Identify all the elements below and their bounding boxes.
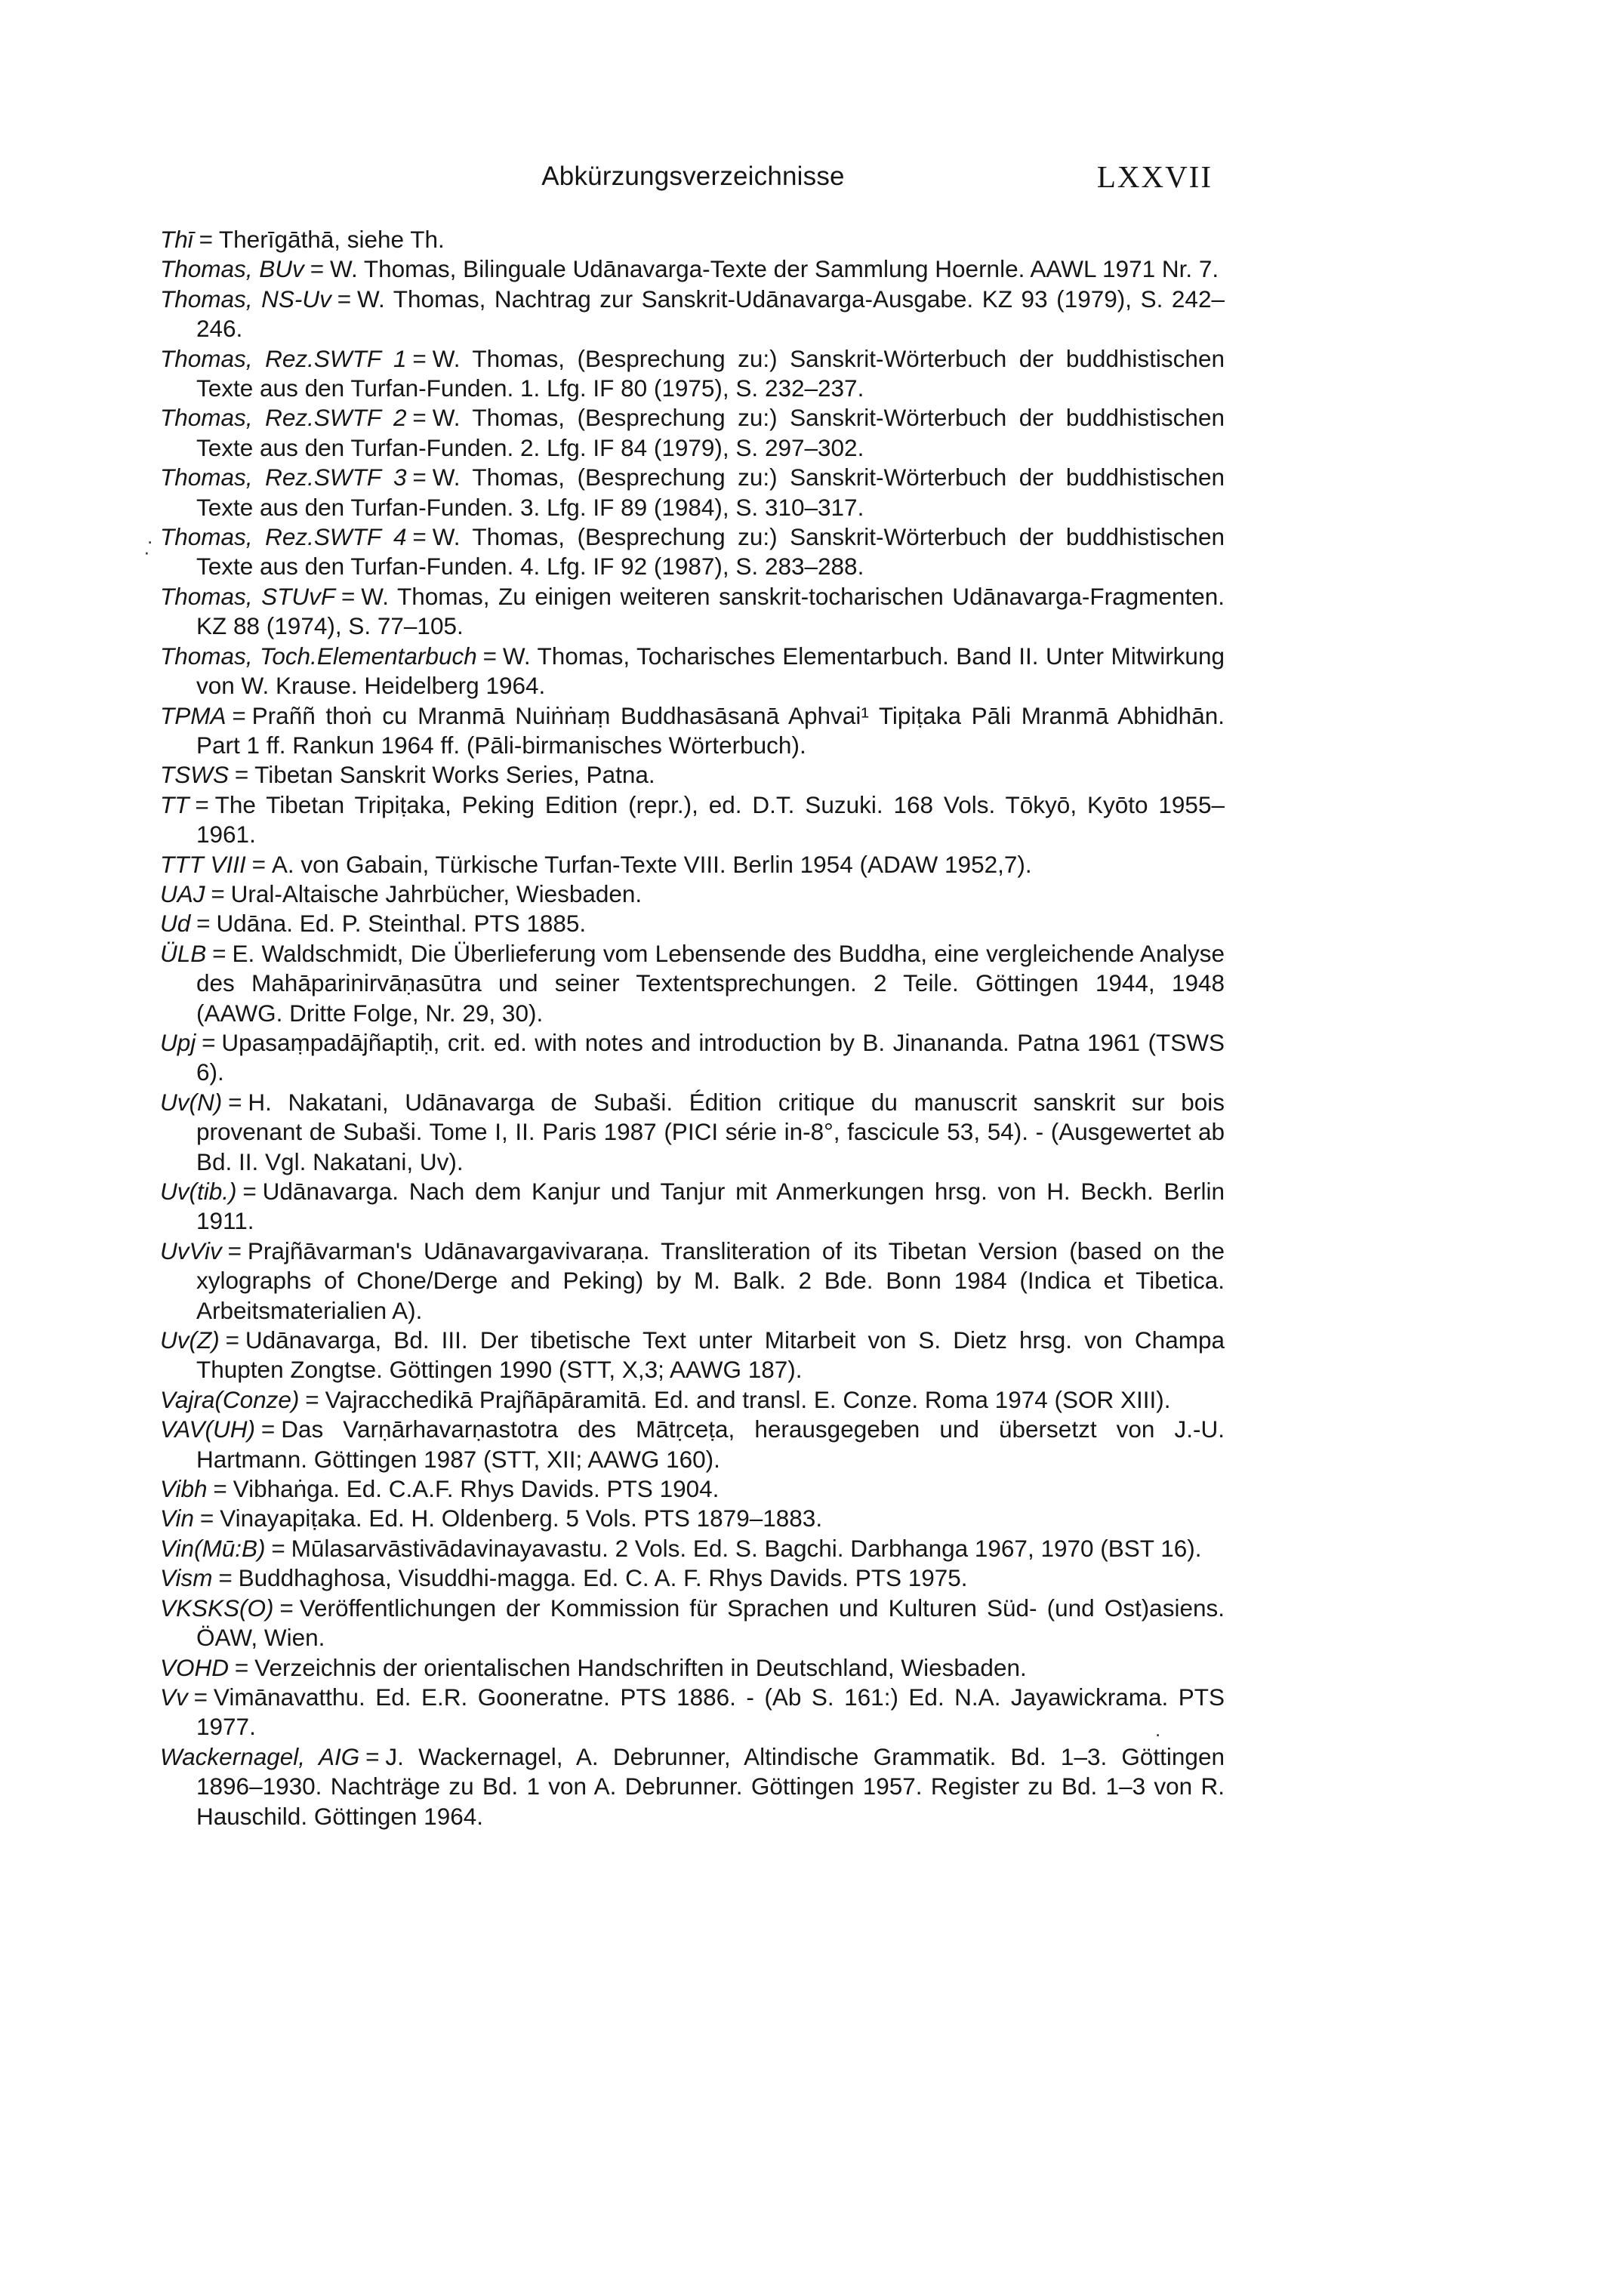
margin-mark: .: [147, 525, 153, 548]
list-item: Vv = Vimānavatthu. Ed. E.R. Gooneratne. PTS 1886. - (Ab S. 161:) Ed. N.A. Jayawickrama. PTS 1977.: [160, 1683, 1225, 1741]
list-item: Vin(Mū:B) = Mūlasarvāstivādavinayavastu. 2 Vols. Ed. S. Bagchi. Darbhanga 1967, 1970 (BST 16).: [160, 1534, 1202, 1562]
list-item: Vibh = Vibhaṅga. Ed. C.A.F. Rhys Davids. PTS 1904.: [160, 1475, 720, 1503]
entry-text: Das Varṇārhavarṇastotra des Mātṛceṭa, herausgegeben und übersetzt von J.-U. Hartmann. Göttingen 1987 (STT, XII; AAWG 160).: [196, 1415, 1225, 1473]
list-item: VAV(UH) = Das Varṇārhavarṇastotra des Mātṛceṭa, herausgegeben und übersetzt von J.-U. Hartmann. Göttingen 1987 (STT, XII; AAWG 160).: [160, 1415, 1225, 1473]
entry-text: Praññ thoṅ cu Mranmā Nuiṅṅaṃ Buddhasāsanā Aphvai¹ Tipiṭaka Pāli Mranmā Abhidhān. Part 1 ff. Rankun 1964 ff. (Pāli-birmanisches Wörterbuch).: [196, 701, 1225, 759]
list-item: Thomas, Rez.SWTF 1 = W. Thomas, (Besprechung zu:) Sanskrit-Wörterbuch der buddhistischen Texte aus den Turfan-Funden. 1. Lfg. IF 80 (1975), S. 232–237.: [160, 344, 1225, 402]
entry-abbreviation: Uv(Z): [160, 1326, 220, 1354]
entry-abbreviation: Thomas, Rez.SWTF 1: [160, 344, 407, 372]
entry-abbreviation: Thomas, NS-Uv: [160, 285, 331, 313]
entry-abbreviation: UAJ: [160, 879, 205, 907]
entry-abbreviation: Thomas, STUvF: [160, 582, 336, 610]
list-item: Thomas, STUvF = W. Thomas, Zu einigen weiteren sanskrit-tocharischen Udānavarga-Fragmenten. KZ 88 (1974), S. 77–105.: [160, 582, 1225, 640]
entry-text: Buddhaghosa, Visuddhi-magga. Ed. C. A. F. Rhys Davids. PTS 1975.: [238, 1564, 968, 1592]
entry-text: W. Thomas, Bilinguale Udānavarga-Texte der Sammlung Hoernle. AAWL 1971 Nr. 7.: [329, 255, 1219, 283]
entry-abbreviation: Wackernagel, AIG: [160, 1742, 360, 1770]
entry-text: Vinayapiṭaka. Ed. H. Oldenberg. 5 Vols. PTS 1879–1883.: [220, 1505, 823, 1532]
list-item: Wackernagel, AIG = J. Wackernagel, A. Debrunner, Altindische Grammatik. Bd. 1–3. Göttingen 1896–1930. Nachträge zu Bd. 1 von A. Debrunner. Göttingen 1957. Register zu Bd. 1–3 von R. Hauschild. Göttingen 1964.: [160, 1742, 1225, 1830]
entry-abbreviation: Thī: [160, 226, 193, 253]
entry-abbreviation: Vibh: [160, 1475, 208, 1503]
entry-text: Upasaṃpadājñaptiḥ, crit. ed. with notes and introduction by B. Jinananda. Patna 1961 (TSWS 6).: [196, 1028, 1225, 1086]
entry-abbreviation: TSWS: [160, 761, 229, 789]
entry-abbreviation: TPMA: [160, 701, 226, 729]
entry-abbreviation: Thomas, BUv: [160, 255, 304, 283]
entry-abbreviation: Uv(tib.): [160, 1178, 237, 1205]
entry-text: W. Thomas, Tocharisches Elementarbuch. Band II. Unter Mitwirkung von W. Krause. Heidelberg 1964.: [196, 642, 1225, 700]
running-title: Abkürzungsverzeichnisse: [541, 162, 845, 191]
entry-abbreviation: Uv(N): [160, 1088, 223, 1116]
entry-abbreviation: Thomas, Toch.Elementarbuch: [160, 642, 477, 670]
entry-text: Ural-Altaische Jahrbücher, Wiesbaden.: [230, 879, 643, 907]
entry-abbreviation: Vin: [160, 1505, 194, 1532]
list-item: TT = The Tibetan Tripiṭaka, Peking Edition (repr.), ed. D.T. Suzuki. 168 Vols. Tōkyō, Kyōto 1955–1961.: [160, 790, 1225, 849]
entry-abbreviation: TT: [160, 790, 190, 818]
entry-abbreviation: Vin(Mū:B): [160, 1534, 266, 1562]
entry-text: A. von Gabain, Türkische Turfan-Texte VIII. Berlin 1954 (ADAW 1952,7).: [271, 850, 1032, 878]
margin-mark: .: [1155, 1718, 1161, 1741]
entry-text: Tibetan Sanskrit Works Series, Patna.: [254, 761, 655, 789]
entry-text: J. Wackernagel, A. Debrunner, Altindische Grammatik. Bd. 1–3. Göttingen 1896–1930. Nachträge zu Bd. 1 von A. Debrunner. Göttingen 1957. Register zu Bd. 1–3 von R. Hauschild. Göttingen 1964.: [196, 1742, 1225, 1830]
list-item: VKSKS(O) = Veröffentlichungen der Kommission für Sprachen und Kulturen Süd- (und Ost)asiens. ÖAW, Wien.: [160, 1594, 1225, 1652]
entry-text: W. Thomas, (Besprechung zu:) Sanskrit-Wörterbuch der buddhistischen Texte aus den Turfan-Funden. 2. Lfg. IF 84 (1979), S. 297–302.: [196, 404, 1225, 461]
list-item: Upj = Upasaṃpadājñaptiḥ, crit. ed. with notes and introduction by B. Jinananda. Patna 1961 (TSWS 6).: [160, 1028, 1225, 1086]
list-item: Uv(tib.) = Udānavarga. Nach dem Kanjur und Tanjur mit Anmerkungen hrsg. von H. Beckh. Berlin 1911.: [160, 1178, 1225, 1235]
entry-text: W. Thomas, Zu einigen weiteren sanskrit-tocharischen Udānavarga-Fragmenten. KZ 88 (1974), S. 77–105.: [196, 582, 1225, 640]
entry-abbreviation: Vism: [160, 1564, 213, 1592]
margin-mark: ·: [143, 541, 150, 563]
list-item: Thomas, Rez.SWTF 3 = W. Thomas, (Besprechung zu:) Sanskrit-Wörterbuch der buddhistischen Texte aus den Turfan-Funden. 3. Lfg. IF 89 (1984), S. 310–317.: [160, 464, 1225, 521]
entry-abbreviation: Thomas, Rez.SWTF 4: [160, 523, 407, 551]
list-item: Uv(N) = H. Nakatani, Udānavarga de Subaši. Édition critique du manuscrit sanskrit sur bois provenant de Subaši. Tome I, II. Paris 1987 (PICI série in-8°, fascicule 53, 54). - (Ausgewertet ab Bd. II. Vgl. Nakatani, Uv).: [160, 1088, 1225, 1175]
abbreviation-list: [160, 225, 1225, 1831]
entry-text: H. Nakatani, Udānavarga de Subaši. Édition critique du manuscrit sanskrit sur bois provenant de Subaši. Tome I, II. Paris 1987 (PICI série in-8°, fascicule 53, 54). - (Ausgewertet ab Bd. II. Vgl. Nakatani, Uv).: [196, 1088, 1225, 1175]
list-item: TTT VIII = A. von Gabain, Türkische Turfan-Texte VIII. Berlin 1954 (ADAW 1952,7).: [160, 850, 1032, 878]
list-item: Thomas, Toch.Elementarbuch = W. Thomas, Tocharisches Elementarbuch. Band II. Unter Mitwirkung von W. Krause. Heidelberg 1964.: [160, 642, 1225, 700]
entry-text: W. Thomas, (Besprechung zu:) Sanskrit-Wörterbuch der buddhistischen Texte aus den Turfan-Funden. 4. Lfg. IF 92 (1987), S. 283–288.: [196, 523, 1225, 581]
entry-abbreviation: Thomas, Rez.SWTF 3: [160, 464, 407, 491]
list-item: ÜLB = E. Waldschmidt, Die Überlieferung vom Lebensende des Buddha, eine vergleichende Analyse des Mahāparinirvāṇasūtra und seiner Textentsprechungen. 2 Teile. Göttingen 1944, 1948 (AAWG. Dritte Folge, Nr. 29, 30).: [160, 939, 1225, 1027]
list-item: Vin = Vinayapiṭaka. Ed. H. Oldenberg. 5 Vols. PTS 1879–1883.: [160, 1505, 823, 1532]
entry-text: Vibhaṅga. Ed. C.A.F. Rhys Davids. PTS 1904.: [233, 1475, 720, 1503]
entry-abbreviation: Vajra(Conze): [160, 1385, 300, 1413]
entry-text: Mūlasarvāstivādavinayavastu. 2 Vols. Ed. S. Bagchi. Darbhanga 1967, 1970 (BST 16).: [291, 1534, 1202, 1562]
list-item: Uv(Z) = Udānavarga, Bd. III. Der tibetische Text unter Mitarbeit von S. Dietz hrsg. von Champa Thupten Zongtse. Göttingen 1990 (STT, X,3; AAWG 187).: [160, 1326, 1225, 1384]
list-item: VOHD = Verzeichnis der orientalischen Handschriften in Deutschland, Wiesbaden.: [160, 1653, 1027, 1681]
list-item: UvViv = Prajñāvarman's Udānavargavivaraṇa. Transliteration of its Tibetan Version (based on the xylographs of Chone/Derge and Peking) by M. Balk. 2 Bde. Bonn 1984 (Indica et Tibetica. Arbeitsmaterialien A).: [160, 1237, 1225, 1324]
entry-abbreviation: VOHD: [160, 1653, 230, 1681]
list-item: Vism = Buddhaghosa, Visuddhi-magga. Ed. C. A. F. Rhys Davids. PTS 1975.: [160, 1564, 968, 1592]
entry-abbreviation: Upj: [160, 1028, 196, 1056]
entry-text: W. Thomas, (Besprechung zu:) Sanskrit-Wörterbuch der buddhistischen Texte aus den Turfan-Funden. 3. Lfg. IF 89 (1984), S. 310–317.: [196, 464, 1225, 521]
list-item: Thomas, BUv = W. Thomas, Bilinguale Udānavarga-Texte der Sammlung Hoernle. AAWL 1971 Nr. 7.: [160, 255, 1219, 283]
page-number: LXXVII: [1096, 159, 1213, 194]
entry-text: Prajñāvarman's Udānavargavivaraṇa. Transliteration of its Tibetan Version (based on the xylographs of Chone/Derge and Peking) by M. Balk. 2 Bde. Bonn 1984 (Indica et Tibetica. Arbeitsmaterialien A).: [196, 1237, 1225, 1324]
entry-abbreviation: Ud: [160, 910, 191, 938]
list-item: Vajra(Conze) = Vajracchedikā Prajñāpāramitā. Ed. and transl. E. Conze. Roma 1974 (SOR XIII).: [160, 1385, 1171, 1413]
entry-abbreviation: TTT VIII: [160, 850, 246, 878]
list-item: Thī = Therīgāthā, siehe Th.: [160, 226, 445, 253]
entry-text: E. Waldschmidt, Die Überlieferung vom Lebensende des Buddha, eine vergleichende Analyse des Mahāparinirvāṇasūtra und seiner Textentsprechungen. 2 Teile. Göttingen 1944, 1948 (AAWG. Dritte Folge, Nr. 29, 30).: [196, 939, 1225, 1027]
list-item: UAJ = Ural-Altaische Jahrbücher, Wiesbaden.: [160, 879, 643, 907]
entry-text: Vajracchedikā Prajñāpāramitā. Ed. and transl. E. Conze. Roma 1974 (SOR XIII).: [325, 1385, 1171, 1413]
entry-abbreviation: VKSKS(O): [160, 1594, 274, 1622]
entry-abbreviation: UvViv: [160, 1237, 222, 1264]
list-item: Thomas, Rez.SWTF 2 = W. Thomas, (Besprechung zu:) Sanskrit-Wörterbuch der buddhistischen Texte aus den Turfan-Funden. 2. Lfg. IF 84 (1979), S. 297–302.: [160, 404, 1225, 461]
entry-text: Vimānavatthu. Ed. E.R. Gooneratne. PTS 1886. - (Ab S. 161:) Ed. N.A. Jayawickrama. PTS 1977.: [196, 1683, 1225, 1741]
list-item: Ud = Udāna. Ed. P. Steinthal. PTS 1885.: [160, 910, 587, 938]
entry-abbreviation: VAV(UH): [160, 1415, 256, 1443]
entry-abbreviation: ÜLB: [160, 939, 207, 967]
entry-text: Verzeichnis der orientalischen Handschriften in Deutschland, Wiesbaden.: [254, 1653, 1027, 1681]
running-header: [174, 159, 1213, 207]
entry-text: Udāna. Ed. P. Steinthal. PTS 1885.: [216, 910, 587, 938]
entry-text: Udānavarga, Bd. III. Der tibetische Text unter Mitarbeit von S. Dietz hrsg. von Champa Thupten Zongtse. Göttingen 1990 (STT, X,3; AAWG 187).: [196, 1326, 1225, 1384]
entry-text: Udānavarga. Nach dem Kanjur und Tanjur mit Anmerkungen hrsg. von H. Beckh. Berlin 1911.: [196, 1178, 1225, 1235]
entry-abbreviation: Vv: [160, 1683, 188, 1711]
list-item: Thomas, NS-Uv = W. Thomas, Nachtrag zur Sanskrit-Udānavarga-Ausgabe. KZ 93 (1979), S. 242–246.: [160, 285, 1225, 343]
entry-text: The Tibetan Tripiṭaka, Peking Edition (repr.), ed. D.T. Suzuki. 168 Vols. Tōkyō, Kyōto 1955–1961.: [196, 790, 1225, 849]
entry-text: W. Thomas, (Besprechung zu:) Sanskrit-Wörterbuch der buddhistischen Texte aus den Turfan-Funden. 1. Lfg. IF 80 (1975), S. 232–237.: [196, 344, 1225, 402]
list-item: TPMA = Praññ thoṅ cu Mranmā Nuiṅṅaṃ Buddhasāsanā Aphvai¹ Tipiṭaka Pāli Mranmā Abhidhān. Part 1 ff. Rankun 1964 ff. (Pāli-birmanisches Wörterbuch).: [160, 701, 1225, 759]
entry-text: Veröffentlichungen der Kommission für Sprachen und Kulturen Süd- (und Ost)asiens. ÖAW, Wien.: [196, 1594, 1225, 1652]
list-item: Thomas, Rez.SWTF 4 = W. Thomas, (Besprechung zu:) Sanskrit-Wörterbuch der buddhistischen Texte aus den Turfan-Funden. 4. Lfg. IF 92 (1987), S. 283–288.: [160, 523, 1225, 581]
entry-text: W. Thomas, Nachtrag zur Sanskrit-Udānavarga-Ausgabe. KZ 93 (1979), S. 242–246.: [196, 285, 1225, 343]
list-item: TSWS = Tibetan Sanskrit Works Series, Patna.: [160, 761, 655, 789]
entry-abbreviation: Thomas, Rez.SWTF 2: [160, 404, 407, 432]
entry-text: Therīgāthā, siehe Th.: [218, 226, 445, 253]
